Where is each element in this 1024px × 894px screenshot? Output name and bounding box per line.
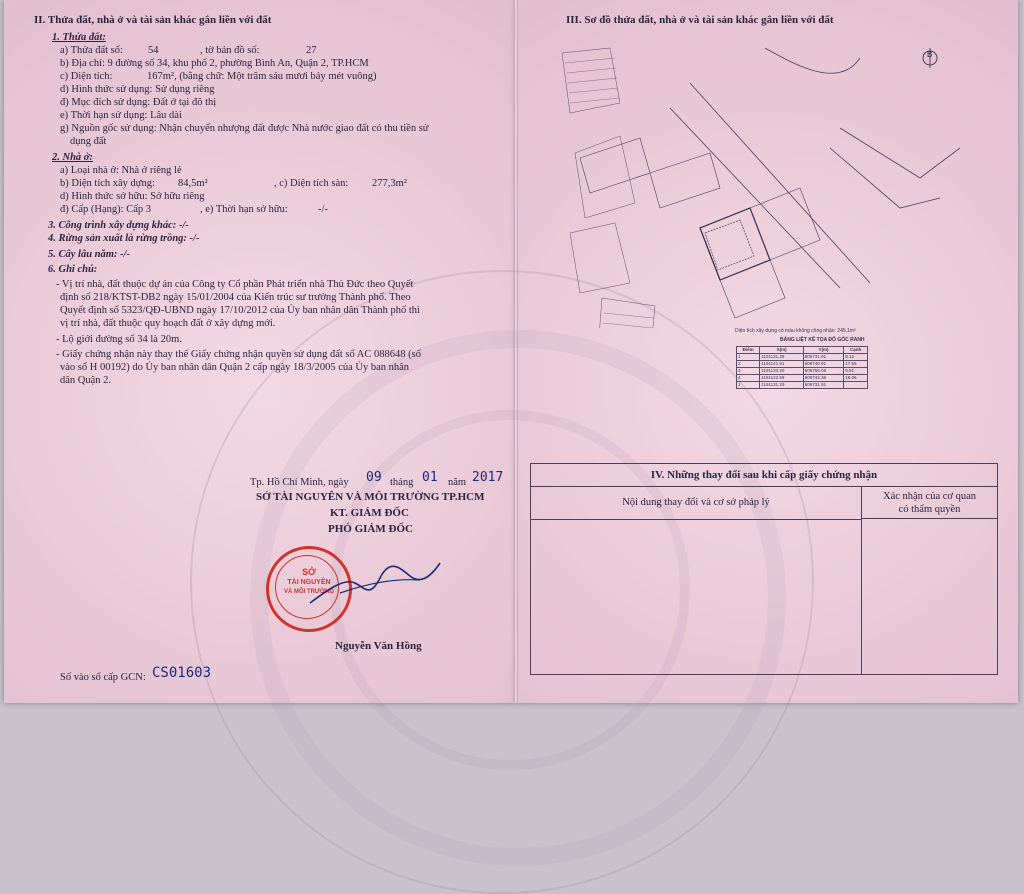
usage-term: e) Thời hạn sử dụng: Lâu dài xyxy=(60,110,182,121)
signer-name: Nguyễn Văn Hồng xyxy=(335,640,422,652)
table-cell: 2 xyxy=(737,361,760,368)
build-area: 84,5m² xyxy=(178,178,208,189)
handwritten-signature xyxy=(300,548,460,618)
north-arrow-label: B xyxy=(927,50,933,59)
house-heading: 2. Nhà ở: xyxy=(52,152,93,163)
note-line: - Lộ giới đường số 34 là 20m. xyxy=(56,334,182,345)
ownership-form: d) Hình thức sở hữu: Sở hữu riêng xyxy=(60,191,205,202)
area-label: c) Diện tích: xyxy=(60,71,113,82)
legend-note: Diện tích xây dựng có màu không công nhận: 245,1m² xyxy=(735,328,856,334)
issuing-agency: SỞ TÀI NGUYÊN VÀ MÔI TRƯỜNG TP.HCM xyxy=(256,491,485,503)
planted-forest: 4. Rừng sản xuất là rừng trồng: -/- xyxy=(48,233,200,244)
table-cell: 1 xyxy=(737,382,760,389)
changes-col-confirmation-line2: có thẩm quyền xyxy=(898,504,961,515)
usage-form: d) Hình thức sử dụng: Sử dụng riêng xyxy=(60,84,215,95)
note-line: Quyết định số 5323/QĐ-UBND ngày 17/10/2012 của Ủy ban nhân dân Thành phố thì xyxy=(60,305,420,316)
usage-purpose: đ) Mục đích sử dụng: Đất ở tại đô thị xyxy=(60,97,217,108)
parcel-number: 54 xyxy=(148,45,159,56)
issue-year: 2017 xyxy=(472,470,504,485)
seal-text: SỞ xyxy=(302,567,316,577)
section-iii-title: III. Sơ đồ thửa đất, nhà ở và tài sản khác gắn liền với đất xyxy=(566,14,834,26)
coord-table-title: BẢNG LIỆT KÊ TỌA ĐỘ GÓC RANH xyxy=(780,337,865,343)
month-label: tháng xyxy=(390,477,414,488)
section-ii-title: II. Thửa đất, nhà ở và tài sản khác gắn liền với đất xyxy=(34,14,272,26)
map-sheet-number: 27 xyxy=(306,45,317,56)
issue-day: 09 xyxy=(366,470,382,485)
changes-table xyxy=(530,463,998,675)
table-cell: 606731.91 xyxy=(803,354,843,361)
land-area: 167m², (bằng chữ: Một trăm sáu mươi bảy mét vuông) xyxy=(147,71,377,82)
coordinate-table xyxy=(736,346,868,389)
usage-origin-cont: dụng đất xyxy=(70,136,107,147)
floor-area: 277,3m² xyxy=(372,178,407,189)
house-type: a) Loại nhà ở: Nhà ở riêng lẻ xyxy=(60,165,182,176)
table-cell: 606740.91 xyxy=(803,361,843,368)
perennial-trees: 5. Cây lâu năm: -/- xyxy=(48,249,130,260)
table-cell: 1 xyxy=(737,354,760,361)
usage-origin: g) Nguồn gốc sử dụng: Nhận chuyển nhượng đất được Nhà nước giao đất có thu tiền sử xyxy=(60,123,429,134)
kt-director: KT. GIÁM ĐỐC xyxy=(330,507,409,519)
map-sheet-label: , tờ bản đồ số: xyxy=(200,45,260,56)
col-header: Cạnh xyxy=(844,347,868,354)
note-line: - Giấy chứng nhận này thay thế Giấy chứng nhận quyền sử dụng đất số AC 088648 (số xyxy=(56,349,421,360)
changes-col-confirmation xyxy=(862,487,997,519)
table-row xyxy=(737,382,868,389)
seal-text: VÀ MÔI TRƯỜNG xyxy=(283,589,335,595)
table-cell: 1191141.91 xyxy=(760,361,803,368)
issue-place: Tp. Hồ Chí Minh, ngày xyxy=(250,477,349,488)
registry-number: CS01603 xyxy=(152,665,212,681)
deputy-director: PHÓ GIÁM ĐỐC xyxy=(328,523,413,535)
col-header: Y(m) xyxy=(803,347,843,354)
registry-label: Số vào sổ cấp GCN: xyxy=(60,672,146,683)
other-construction: 3. Công trình xây dựng khác: -/- xyxy=(48,220,189,231)
table-cell: 1191133.20 xyxy=(760,368,803,375)
parcel-site-map xyxy=(540,28,1010,328)
notes-heading: 6. Ghi chú: xyxy=(48,264,98,275)
note-line: vào sổ H 00192) do Ủy ban nhân dân Quận 2 cấp ngày 18/3/2005 của Ủy ban nhân xyxy=(60,362,410,373)
table-cell: 1191131.29 xyxy=(760,382,803,389)
table-cell xyxy=(844,382,868,389)
table-cell: 17.56 xyxy=(844,361,868,368)
table-cell: 1191122.59 xyxy=(760,375,803,382)
changes-col-confirmation-line1: Xác nhận của cơ quan xyxy=(882,491,976,502)
col-header: Điểm xyxy=(737,347,760,354)
issue-month: 01 xyxy=(422,470,438,485)
ownership-term-label: , e) Thời hạn sở hữu: xyxy=(200,204,288,215)
changes-col-content: Nội dung thay đổi và cơ sở pháp lý xyxy=(531,487,862,520)
column-divider xyxy=(861,519,862,674)
ownership-term: -/- xyxy=(318,204,328,215)
note-line: định số 218/KTST-DB2 ngày 15/01/2004 của Kiến trúc sư trưởng Thành phố. Theo xyxy=(60,292,411,303)
table-row xyxy=(737,375,868,382)
col-header: X(m) xyxy=(760,347,803,354)
changes-table-title: IV. Những thay đổi sau khi cấp giấy chứng nhận xyxy=(531,464,997,487)
table-header-row xyxy=(737,347,868,354)
year-label: năm xyxy=(448,477,467,488)
table-cell: 4 xyxy=(737,375,760,382)
build-area-label: b) Diện tích xây dựng: xyxy=(60,178,155,189)
table-cell: 3 xyxy=(737,368,760,375)
table-row xyxy=(737,354,868,361)
seal-text: TÀI NGUYÊN xyxy=(287,579,331,586)
land-heading: 1. Thửa đất: xyxy=(52,32,106,43)
note-line: - Vị trí nhà, đất thuộc dự án của Công ty Cổ phần Phát triển nhà Thủ Đức theo Quyết xyxy=(56,279,414,290)
land-address: b) Địa chỉ: 9 đường số 34, khu phố 2, phường Bình An, Quận 2, TP.HCM xyxy=(60,58,369,69)
table-cell: 1191131.29 xyxy=(760,354,803,361)
table-row xyxy=(737,361,868,368)
table-cell: 9.12 xyxy=(844,354,868,361)
floor-area-label: , c) Diện tích sàn: xyxy=(274,178,349,189)
table-cell: 9.51 xyxy=(844,368,868,375)
table-cell: 606742.36 xyxy=(803,375,843,382)
note-line: vị trí nhà, đất thuộc quy hoạch đất ở xây dựng mới. xyxy=(60,318,276,329)
table-cell: 18.06 xyxy=(844,375,868,382)
note-line: dân Quận 2. xyxy=(60,375,112,386)
table-row xyxy=(737,368,868,375)
parcel-label: a) Thửa đất số: xyxy=(60,45,123,56)
house-grade: đ) Cấp (Hạng): Cấp 3 xyxy=(60,204,151,215)
table-cell: 606731.91 xyxy=(803,382,843,389)
table-cell: 606756.08 xyxy=(803,368,843,375)
